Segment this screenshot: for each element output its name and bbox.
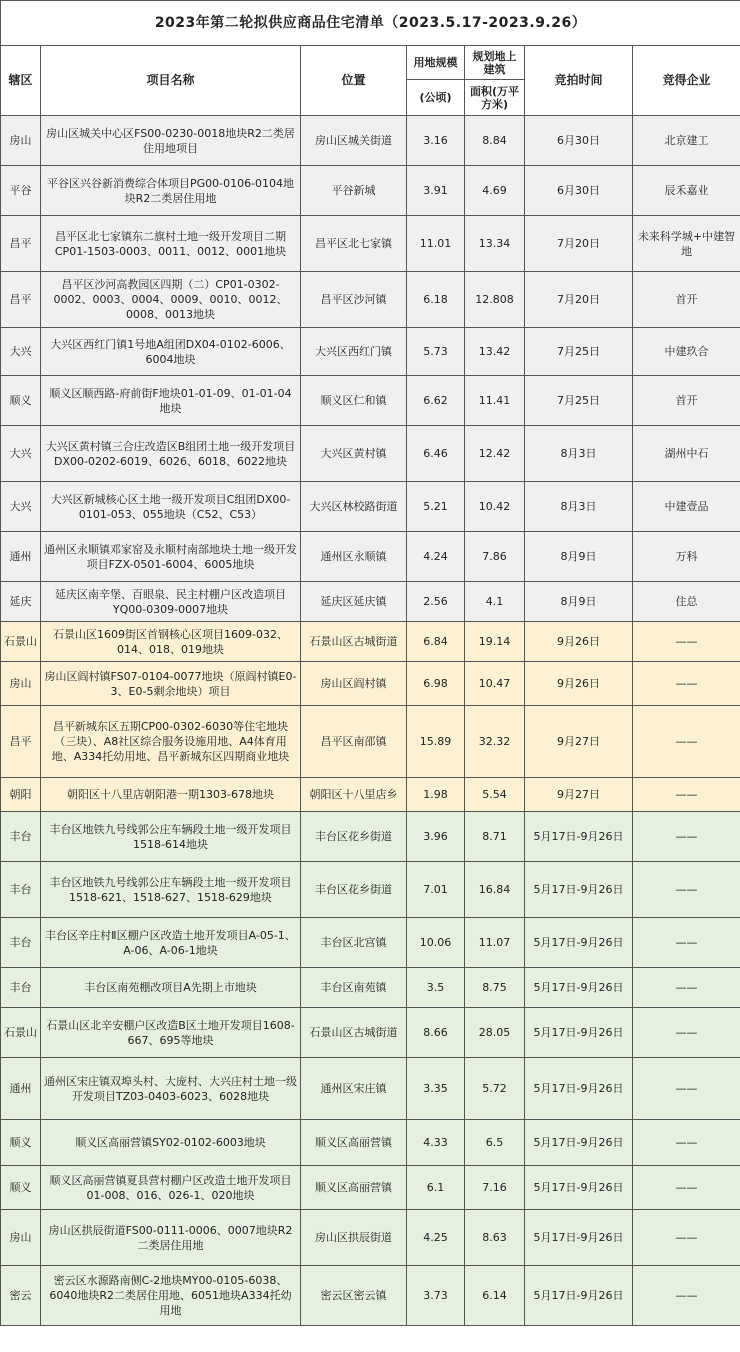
cell-time: 9月27日	[525, 706, 633, 778]
cell-winner: ——	[633, 862, 740, 918]
cell-area: 10.06	[407, 918, 465, 968]
cell-district: 丰台	[1, 918, 41, 968]
cell-location: 丰台区北宫镇	[301, 918, 407, 968]
cell-build: 5.54	[465, 778, 525, 812]
cell-winner: 中建玖合	[633, 328, 740, 376]
header-time: 竞拍时间	[525, 46, 633, 116]
cell-winner: ——	[633, 968, 740, 1008]
cell-time: 9月26日	[525, 622, 633, 662]
cell-time: 9月27日	[525, 778, 633, 812]
cell-build: 28.05	[465, 1008, 525, 1058]
cell-project: 密云区水源路南侧C-2地块MY00-0105-6038、6040地块R2二类居住用地、6051地块A334托幼用地	[41, 1266, 301, 1326]
table-row	[1, 1166, 740, 1210]
cell-winner: 首开	[633, 272, 740, 328]
cell-district: 延庆	[1, 582, 41, 622]
cell-project: 朝阳区十八里店朝阳港一期1303-678地块	[41, 778, 301, 812]
cell-location: 大兴区林校路街道	[301, 482, 407, 532]
cell-district: 丰台	[1, 862, 41, 918]
cell-district: 通州	[1, 1058, 41, 1120]
cell-winner: ——	[633, 1120, 740, 1166]
cell-location: 延庆区延庆镇	[301, 582, 407, 622]
cell-location: 通州区永顺镇	[301, 532, 407, 582]
table-row	[1, 1058, 740, 1120]
cell-project: 大兴区新城核心区土地一级开发项目C组团DX00-0101-053、055地块（C52、C53）	[41, 482, 301, 532]
cell-district: 大兴	[1, 482, 41, 532]
cell-winner: ——	[633, 812, 740, 862]
cell-area: 6.46	[407, 426, 465, 482]
cell-district: 昌平	[1, 706, 41, 778]
cell-winner: ——	[633, 778, 740, 812]
cell-time: 7月20日	[525, 272, 633, 328]
cell-location: 大兴区西红门镇	[301, 328, 407, 376]
header-project: 项目名称	[41, 46, 301, 116]
cell-build: 32.32	[465, 706, 525, 778]
table-row	[1, 968, 740, 1008]
cell-project: 通州区宋庄镇双埠头村、大庞村、大兴庄村土地一级开发项目TZ03-0403-6023、6028地块	[41, 1058, 301, 1120]
table-row	[1, 918, 740, 968]
cell-area: 3.16	[407, 116, 465, 166]
cell-area: 3.96	[407, 812, 465, 862]
cell-build: 10.47	[465, 662, 525, 706]
cell-district: 顺义	[1, 376, 41, 426]
cell-project: 房山区阎村镇FS07-0104-0077地块（原阎村镇E0-3、E0-5剩余地块）项目	[41, 662, 301, 706]
cell-time: 5月17日-9月26日	[525, 1210, 633, 1266]
cell-area: 6.62	[407, 376, 465, 426]
cell-winner: 住总	[633, 582, 740, 622]
cell-build: 8.63	[465, 1210, 525, 1266]
cell-build: 4.1	[465, 582, 525, 622]
cell-winner: 北京建工	[633, 116, 740, 166]
cell-build: 19.14	[465, 622, 525, 662]
table-row	[1, 662, 740, 706]
cell-location: 昌平区沙河镇	[301, 272, 407, 328]
cell-location: 房山区拱辰街道	[301, 1210, 407, 1266]
cell-area: 4.24	[407, 532, 465, 582]
cell-project: 延庆区南辛堡、百眼泉、民主村棚户区改造项目YQ00-0309-0007地块	[41, 582, 301, 622]
cell-area: 6.98	[407, 662, 465, 706]
cell-location: 顺义区仁和镇	[301, 376, 407, 426]
cell-time: 5月17日-9月26日	[525, 968, 633, 1008]
cell-time: 7月20日	[525, 216, 633, 272]
cell-build: 11.41	[465, 376, 525, 426]
table-row	[1, 166, 740, 216]
cell-district: 丰台	[1, 968, 41, 1008]
cell-area: 15.89	[407, 706, 465, 778]
cell-build: 13.34	[465, 216, 525, 272]
cell-project: 顺义区高丽营镇SY02-0102-6003地块	[41, 1120, 301, 1166]
cell-location: 顺义区高丽营镇	[301, 1120, 407, 1166]
cell-area: 3.5	[407, 968, 465, 1008]
table-row	[1, 582, 740, 622]
cell-build: 6.14	[465, 1266, 525, 1326]
cell-time: 6月30日	[525, 166, 633, 216]
cell-winner: 辰禾嘉业	[633, 166, 740, 216]
cell-district: 密云	[1, 1266, 41, 1326]
cell-time: 8月9日	[525, 532, 633, 582]
table-row	[1, 328, 740, 376]
cell-district: 石景山	[1, 622, 41, 662]
table-row	[1, 1120, 740, 1166]
cell-area: 3.73	[407, 1266, 465, 1326]
cell-location: 房山区阎村镇	[301, 662, 407, 706]
table-row	[1, 862, 740, 918]
cell-time: 5月17日-9月26日	[525, 1166, 633, 1210]
cell-project: 昌平区沙河高教园区四期（二）CP01-0302-0002、0003、0004、0009、0010、0012、0008、0013地块	[41, 272, 301, 328]
cell-location: 丰台区花乡街道	[301, 862, 407, 918]
cell-time: 7月25日	[525, 376, 633, 426]
header-area-label: 用地规模	[407, 46, 465, 80]
cell-area: 4.25	[407, 1210, 465, 1266]
cell-district: 大兴	[1, 328, 41, 376]
cell-district: 昌平	[1, 216, 41, 272]
header-area-unit: (公顷)	[407, 80, 465, 116]
cell-location: 昌平区北七家镇	[301, 216, 407, 272]
cell-area: 1.98	[407, 778, 465, 812]
cell-district: 大兴	[1, 426, 41, 482]
cell-build: 11.07	[465, 918, 525, 968]
cell-area: 5.21	[407, 482, 465, 532]
cell-location: 大兴区黄村镇	[301, 426, 407, 482]
cell-location: 丰台区花乡街道	[301, 812, 407, 862]
cell-build: 12.808	[465, 272, 525, 328]
cell-time: 8月3日	[525, 482, 633, 532]
table-row	[1, 1008, 740, 1058]
cell-project: 大兴区黄村镇三合庄改造区B组团土地一级开发项目DX00-0202-6019、6026、6018、6022地块	[41, 426, 301, 482]
cell-time: 5月17日-9月26日	[525, 812, 633, 862]
cell-project: 石景山区北辛安棚户区改造B区土地开发项目1608-667、695等地块	[41, 1008, 301, 1058]
header-build-label: 规划地上建筑	[465, 46, 525, 80]
header-district: 辖区	[1, 46, 41, 116]
cell-district: 昌平	[1, 272, 41, 328]
cell-district: 通州	[1, 532, 41, 582]
cell-project: 昌平区北七家镇东二旗村土地一级开发项目二期CP01-1503-0003、0011、0012、0001地块	[41, 216, 301, 272]
cell-winner: 未来科学城+中建智地	[633, 216, 740, 272]
cell-winner: ——	[633, 1266, 740, 1326]
cell-area: 2.56	[407, 582, 465, 622]
table-row	[1, 426, 740, 482]
cell-location: 朝阳区十八里店乡	[301, 778, 407, 812]
cell-project: 丰台区地铁九号线郭公庄车辆段土地一级开发项目1518-614地块	[41, 812, 301, 862]
cell-build: 13.42	[465, 328, 525, 376]
table-row	[1, 216, 740, 272]
cell-winner: ——	[633, 1210, 740, 1266]
cell-area: 6.84	[407, 622, 465, 662]
header-build-unit: 面积(万平方米)	[465, 80, 525, 116]
cell-time: 6月30日	[525, 116, 633, 166]
cell-district: 平谷	[1, 166, 41, 216]
cell-area: 3.91	[407, 166, 465, 216]
cell-project: 房山区拱辰街道FS00-0111-0006、0007地块R2二类居住用地	[41, 1210, 301, 1266]
table-row	[1, 812, 740, 862]
cell-time: 8月9日	[525, 582, 633, 622]
cell-build: 7.16	[465, 1166, 525, 1210]
cell-winner: ——	[633, 706, 740, 778]
cell-build: 10.42	[465, 482, 525, 532]
cell-project: 房山区城关中心区FS00-0230-0018地块R2二类居住用地项目	[41, 116, 301, 166]
cell-time: 5月17日-9月26日	[525, 1058, 633, 1120]
cell-area: 3.35	[407, 1058, 465, 1120]
cell-project: 昌平新城东区五期CP00-0302-6030等住宅地块（三块）、A8社区综合服务设施用地、A4体育用地、A334托幼用地、昌平新城东区四期商业地块	[41, 706, 301, 778]
cell-time: 8月3日	[525, 426, 633, 482]
table-row	[1, 778, 740, 812]
table-row	[1, 1210, 740, 1266]
cell-project: 丰台区辛庄村Ⅱ区棚户区改造土地开发项目A-05-1、A-06、A-06-1地块	[41, 918, 301, 968]
cell-build: 8.84	[465, 116, 525, 166]
cell-time: 7月25日	[525, 328, 633, 376]
table-row	[1, 706, 740, 778]
cell-project: 丰台区地铁九号线郭公庄车辆段土地一级开发项目1518-621、1518-627、1518-629地块	[41, 862, 301, 918]
cell-area: 7.01	[407, 862, 465, 918]
cell-build: 8.75	[465, 968, 525, 1008]
cell-winner: ——	[633, 662, 740, 706]
cell-winner: 中建壹品	[633, 482, 740, 532]
cell-build: 12.42	[465, 426, 525, 482]
cell-project: 大兴区西红门镇1号地A组团DX04-0102-6006、6004地块	[41, 328, 301, 376]
cell-district: 顺义	[1, 1166, 41, 1210]
cell-location: 石景山区古城街道	[301, 1008, 407, 1058]
cell-build: 8.71	[465, 812, 525, 862]
cell-location: 平谷新城	[301, 166, 407, 216]
cell-location: 石景山区古城街道	[301, 622, 407, 662]
cell-area: 6.1	[407, 1166, 465, 1210]
cell-district: 房山	[1, 662, 41, 706]
cell-build: 5.72	[465, 1058, 525, 1120]
table-row	[1, 482, 740, 532]
cell-district: 朝阳	[1, 778, 41, 812]
cell-time: 5月17日-9月26日	[525, 862, 633, 918]
cell-project: 石景山区1609街区首钢核心区项目1609-032、014、018、019地块	[41, 622, 301, 662]
cell-district: 顺义	[1, 1120, 41, 1166]
cell-location: 通州区宋庄镇	[301, 1058, 407, 1120]
cell-project: 丰台区南苑棚改项目A先期上市地块	[41, 968, 301, 1008]
cell-location: 丰台区南苑镇	[301, 968, 407, 1008]
table-row	[1, 376, 740, 426]
cell-winner: ——	[633, 1008, 740, 1058]
cell-district: 石景山	[1, 1008, 41, 1058]
cell-district: 房山	[1, 116, 41, 166]
cell-time: 9月26日	[525, 662, 633, 706]
table-row	[1, 116, 740, 166]
cell-winner: ——	[633, 918, 740, 968]
cell-location: 昌平区南邵镇	[301, 706, 407, 778]
cell-time: 5月17日-9月26日	[525, 1008, 633, 1058]
cell-winner: ——	[633, 1166, 740, 1210]
cell-winner: 首开	[633, 376, 740, 426]
header-location: 位置	[301, 46, 407, 116]
cell-district: 房山	[1, 1210, 41, 1266]
cell-location: 房山区城关街道	[301, 116, 407, 166]
cell-location: 密云区密云镇	[301, 1266, 407, 1326]
cell-time: 5月17日-9月26日	[525, 1120, 633, 1166]
cell-location: 顺义区高丽营镇	[301, 1166, 407, 1210]
table-row	[1, 1266, 740, 1326]
cell-area: 4.33	[407, 1120, 465, 1166]
cell-build: 7.86	[465, 532, 525, 582]
cell-winner: ——	[633, 622, 740, 662]
cell-project: 平谷区兴谷新消费综合体项目PG00-0106-0104地块R2二类居住用地	[41, 166, 301, 216]
cell-district: 丰台	[1, 812, 41, 862]
cell-winner: ——	[633, 1058, 740, 1120]
cell-time: 5月17日-9月26日	[525, 1266, 633, 1326]
header-winner: 竞得企业	[633, 46, 740, 116]
cell-project: 顺义区高丽营镇夏县营村棚户区改造土地开发项目01-008、016、026-1、020地块	[41, 1166, 301, 1210]
cell-winner: 湖州中石	[633, 426, 740, 482]
cell-time: 5月17日-9月26日	[525, 918, 633, 968]
cell-build: 16.84	[465, 862, 525, 918]
cell-project: 顺义区顺西路-府前街F地块01-01-09、01-01-04地块	[41, 376, 301, 426]
table-row	[1, 532, 740, 582]
cell-winner: 万科	[633, 532, 740, 582]
cell-area: 5.73	[407, 328, 465, 376]
table-row	[1, 272, 740, 328]
cell-build: 4.69	[465, 166, 525, 216]
table-title: 2023年第二轮拟供应商品住宅清单（2023.5.17-2023.9.26）	[1, 1, 740, 46]
cell-area: 6.18	[407, 272, 465, 328]
cell-project: 通州区永顺镇邓家窑及永顺村南部地块土地一级开发项目FZX-0501-6004、6005地块	[41, 532, 301, 582]
cell-area: 8.66	[407, 1008, 465, 1058]
table-row	[1, 622, 740, 662]
cell-area: 11.01	[407, 216, 465, 272]
cell-build: 6.5	[465, 1120, 525, 1166]
